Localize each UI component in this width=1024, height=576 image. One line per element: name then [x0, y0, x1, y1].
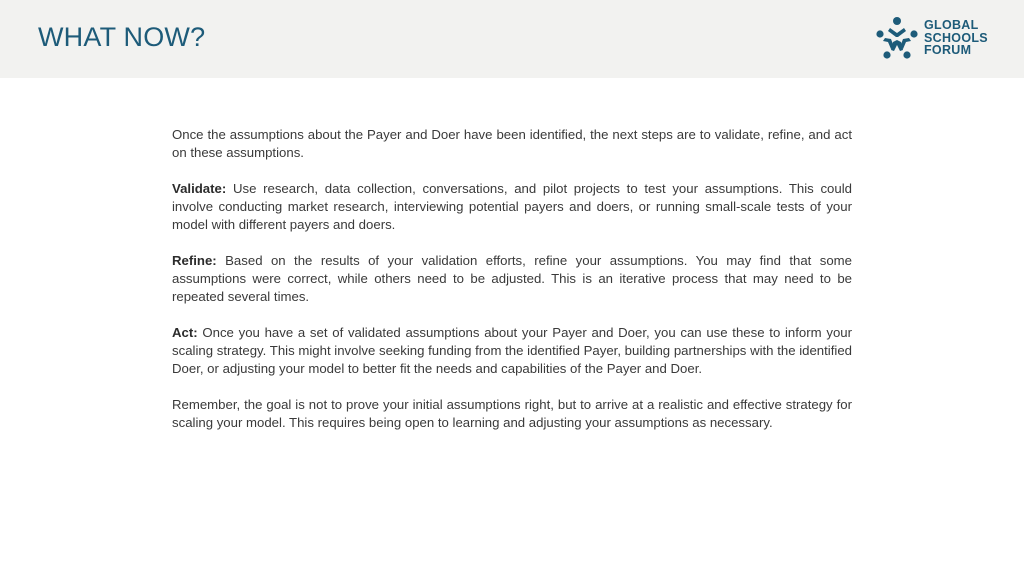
act-text: Once you have a set of validated assumptions about your Payer and Doer, you can use these to inform your scaling strategy. This might involve seeking funding from the identified Payer, building partnerships with the identified Doer, or adjusting your model to better fit the needs and capabilities of the Payer and Doer.	[172, 325, 852, 376]
logo-line-3: FORUM	[924, 43, 972, 58]
validate-paragraph	[172, 180, 852, 234]
validate-label: Validate:	[172, 181, 227, 196]
refine-paragraph	[172, 252, 852, 306]
act-paragraph	[172, 324, 852, 378]
act-label: Act:	[172, 325, 198, 340]
validate-text: Use research, data collection, conversations, and pilot projects to test your assumptions. This could involve conducting market research, interviewing potential payers and doers, or running small-scale tests of your model with different payers and doers.	[172, 181, 852, 232]
global-schools-forum-logo	[876, 16, 988, 60]
header-bar	[0, 0, 1024, 78]
body-text	[172, 126, 852, 450]
logo-line-1: GLOBAL	[924, 18, 979, 33]
refine-label: Refine:	[172, 253, 217, 268]
people-circle-icon	[876, 16, 918, 60]
refine-text: Based on the results of your validation efforts, refine your assumptions. You may find that some assumptions were correct, while others need to be adjusted. This is an iterative process that may need to be repeated several times.	[172, 253, 853, 304]
page-title: WHAT NOW?	[38, 22, 206, 52]
logo-line-2: SCHOOLS	[924, 30, 988, 45]
closing-paragraph: Remember, the goal is not to prove your initial assumptions right, but to arrive at a realistic and effective strategy for scaling your model. This requires being open to learning and adjusting your assumptions as necessary.	[172, 397, 852, 430]
logo-wordmark	[924, 19, 988, 57]
intro-paragraph: Once the assumptions about the Payer and Doer have been identified, the next steps are to validate, refine, and act on these assumptions.	[172, 127, 852, 160]
